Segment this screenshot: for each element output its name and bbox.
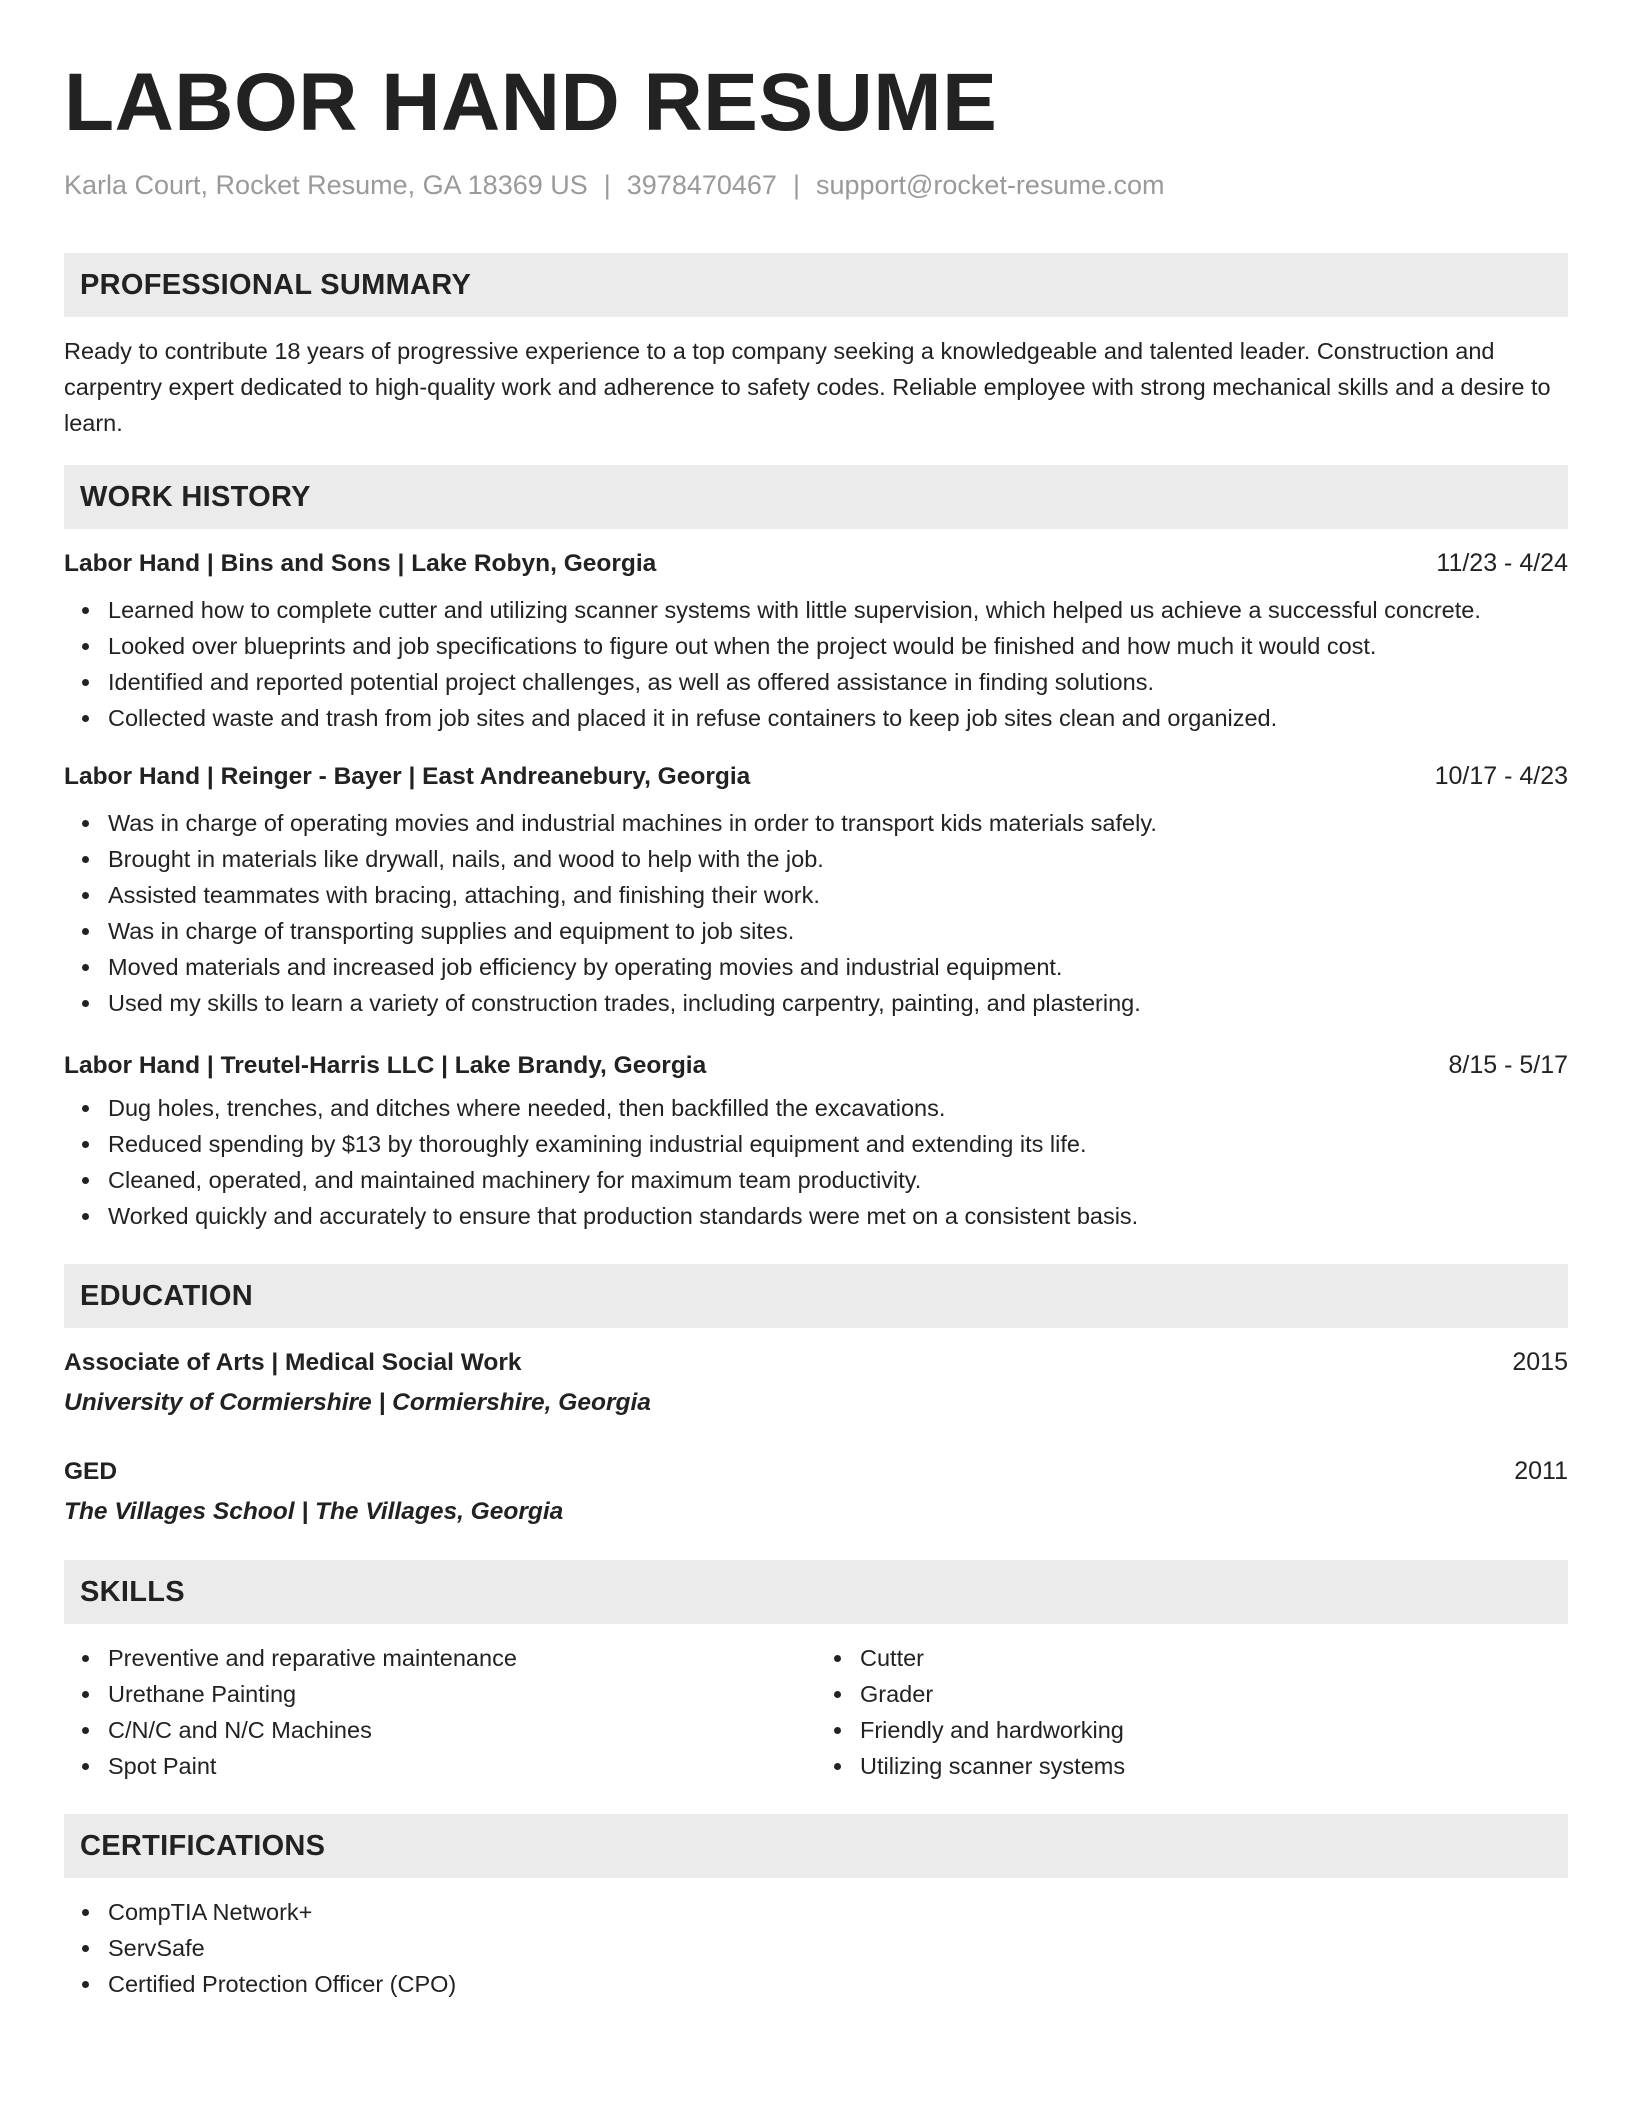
- contact-address: Karla Court, Rocket Resume, GA 18369 US: [64, 170, 588, 200]
- section-heading-skills: SKILLS: [64, 1560, 1568, 1624]
- job-header: [64, 549, 1568, 578]
- education-degree: GED: [64, 1458, 118, 1485]
- job-header: [64, 1051, 1568, 1080]
- job-bullet: Looked over blueprints and job specifications to figure out when the project would be finished and how much it would cost.: [108, 628, 1568, 664]
- education-year: 2015: [1512, 1348, 1568, 1376]
- skill-item: Grader: [860, 1676, 1568, 1712]
- education-degree: Associate of Arts | Medical Social Work: [64, 1349, 522, 1376]
- job-title: Labor Hand | Reinger - Bayer | East Andreanebury, Georgia: [64, 763, 751, 790]
- education-header: [64, 1348, 1568, 1377]
- education-entry: [64, 1348, 1568, 1417]
- job-bullets: [64, 1090, 1568, 1234]
- job-bullet: Was in charge of transporting supplies and equipment to job sites.: [108, 913, 1568, 949]
- job-bullet: Moved materials and increased job efficiency by operating movies and industrial equipment.: [108, 949, 1568, 985]
- section-heading-certifications: CERTIFICATIONS: [64, 1814, 1568, 1878]
- section-heading-summary: PROFESSIONAL SUMMARY: [64, 253, 1568, 317]
- education-entry: [64, 1457, 1568, 1526]
- section-heading-education: EDUCATION: [64, 1264, 1568, 1328]
- section-heading-work-history: WORK HISTORY: [64, 465, 1568, 529]
- job-bullet: Assisted teammates with bracing, attaching, and finishing their work.: [108, 877, 1568, 913]
- job-bullet: Identified and reported potential project challenges, as well as offered assistance in finding solutions.: [108, 664, 1568, 700]
- education-header: [64, 1457, 1568, 1486]
- job-bullet: Learned how to complete cutter and utilizing scanner systems with little supervision, which helped us achieve a successful concrete.: [108, 592, 1568, 628]
- job-title: Labor Hand | Bins and Sons | Lake Robyn, Georgia: [64, 550, 657, 577]
- certification-item: Certified Protection Officer (CPO): [108, 1966, 1568, 2002]
- contact-email: support@rocket-resume.com: [815, 170, 1165, 200]
- job-bullet: Collected waste and trash from job sites and placed it in refuse containers to keep job sites clean and organized.: [108, 700, 1568, 736]
- job-bullet: Cleaned, operated, and maintained machinery for maximum team productivity.: [108, 1162, 1568, 1198]
- job-bullet: Brought in materials like drywall, nails, and wood to help with the job.: [108, 841, 1568, 877]
- certifications-list: [64, 1894, 1568, 2002]
- skill-item: Preventive and reparative maintenance: [108, 1640, 816, 1676]
- job-entry: [64, 1051, 1568, 1234]
- skill-item: Urethane Painting: [108, 1676, 816, 1712]
- job-header: [64, 762, 1568, 791]
- job-title: Labor Hand | Treutel-Harris LLC | Lake Brandy, Georgia: [64, 1052, 707, 1079]
- contact-phone: 3978470467: [626, 170, 777, 200]
- job-bullets: [64, 805, 1568, 1021]
- resume-title: LABOR HAND RESUME: [64, 57, 998, 148]
- contact-line: [64, 170, 1568, 201]
- job-bullet: Reduced spending by $13 by thoroughly examining industrial equipment and extending its life.: [108, 1126, 1568, 1162]
- job-dates: 8/15 - 5/17: [1448, 1051, 1568, 1079]
- skills-column-right: [816, 1640, 1568, 1784]
- job-bullets: [64, 592, 1568, 736]
- certification-item: ServSafe: [108, 1930, 1568, 1966]
- skill-item: Friendly and hardworking: [860, 1712, 1568, 1748]
- job-dates: 11/23 - 4/24: [1436, 549, 1568, 577]
- skills-column-left: [64, 1640, 816, 1784]
- education-year: 2011: [1514, 1457, 1568, 1485]
- contact-separator: |: [603, 170, 611, 200]
- skill-item: Cutter: [860, 1640, 1568, 1676]
- job-entry: [64, 762, 1568, 1021]
- skills-list: [64, 1640, 1568, 1784]
- job-bullet: Worked quickly and accurately to ensure that production standards were met on a consistent basis.: [108, 1198, 1568, 1234]
- skill-item: C/N/C and N/C Machines: [108, 1712, 816, 1748]
- skill-item: Spot Paint: [108, 1748, 816, 1784]
- summary-text: Ready to contribute 18 years of progressive experience to a top company seeking a knowledgeable and talented leader. Construction and carpentry expert dedicated to high-quality work and adherence to safety codes. Reliable employee with strong mechanical skills and a desire to learn.: [64, 338, 1551, 436]
- skill-item: Utilizing scanner systems: [860, 1748, 1568, 1784]
- job-bullet: Was in charge of operating movies and industrial machines in order to transport kids materials safely.: [108, 805, 1568, 841]
- contact-separator: |: [792, 170, 800, 200]
- education-school: The Villages School | The Villages, Georgia: [64, 1498, 564, 1525]
- job-bullet: Dug holes, trenches, and ditches where needed, then backfilled the excavations.: [108, 1090, 1568, 1126]
- education-school: University of Cormiershire | Cormiershire, Georgia: [64, 1389, 651, 1416]
- job-bullet: Used my skills to learn a variety of construction trades, including carpentry, painting, and plastering.: [108, 985, 1568, 1021]
- job-entry: [64, 549, 1568, 736]
- certification-item: CompTIA Network+: [108, 1894, 1568, 1930]
- job-dates: 10/17 - 4/23: [1434, 762, 1568, 790]
